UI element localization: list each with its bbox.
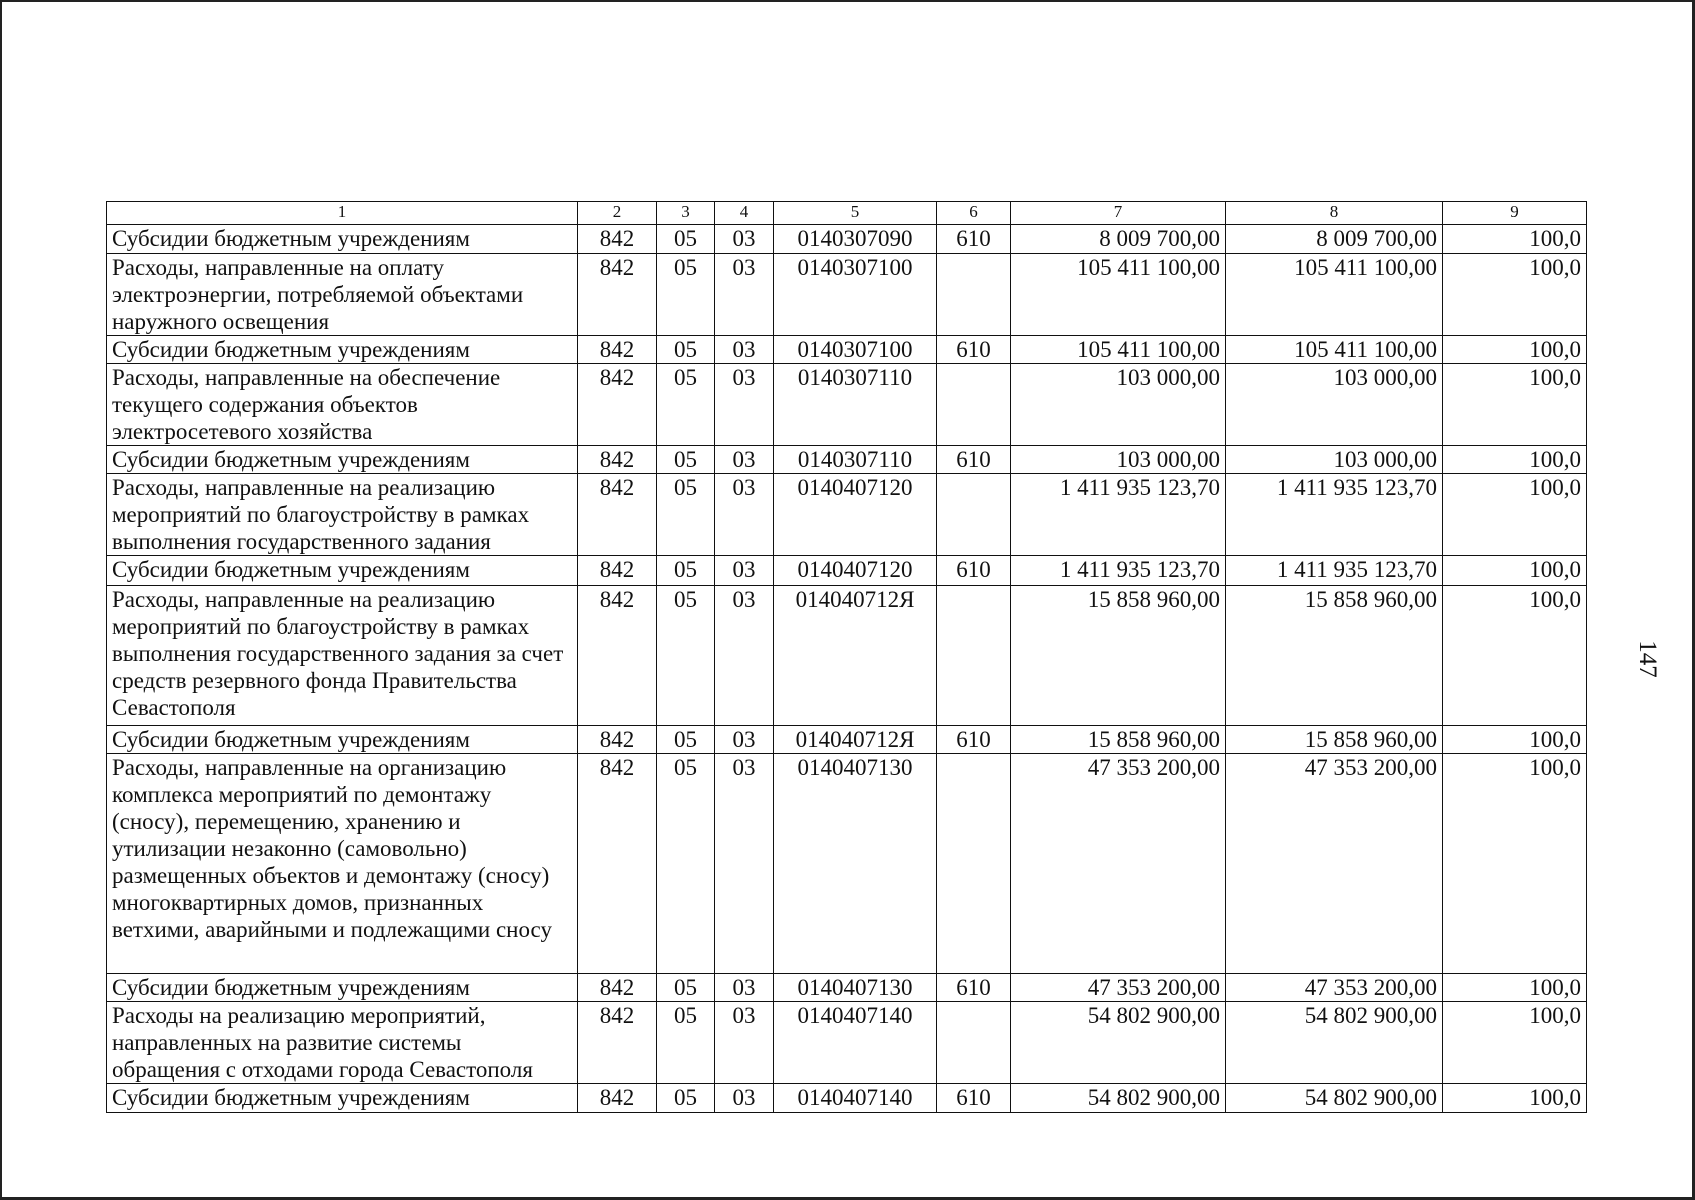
expense-type-code-cell: 610 [937, 974, 1011, 1002]
expense-type-code-cell [937, 364, 1011, 446]
expense-type-code-cell: 610 [937, 336, 1011, 364]
ministry-code-cell: 842 [578, 474, 657, 556]
planned-amount-cell: 54 802 900,00 [1011, 1084, 1226, 1113]
executed-amount-cell: 47 353 200,00 [1226, 974, 1443, 1002]
expense-description-cell: Расходы, направленные на обеспечение текущего содержания объектов электросетевого хозяйства [107, 364, 578, 446]
execution-percent-cell: 100,0 [1443, 446, 1587, 474]
expense-type-code-cell [937, 1002, 1011, 1084]
executed-amount-cell: 105 411 100,00 [1226, 336, 1443, 364]
expense-description-cell: Субсидии бюджетным учреждениям [107, 225, 578, 254]
header-cell: 8 [1226, 202, 1443, 225]
expense-type-code-cell: 610 [937, 1084, 1011, 1113]
page-number: 147 [1633, 640, 1661, 678]
expense-description-cell: Субсидии бюджетным учреждениям [107, 446, 578, 474]
expense-type-code-cell [937, 474, 1011, 556]
executed-amount-cell: 54 802 900,00 [1226, 1084, 1443, 1113]
table-row [107, 225, 1587, 254]
header-cell: 6 [937, 202, 1011, 225]
section-code-cell: 05 [657, 556, 715, 586]
subsection-code-cell: 03 [715, 586, 774, 726]
section-code-cell: 05 [657, 1002, 715, 1084]
execution-percent-cell: 100,0 [1443, 474, 1587, 556]
target-article-code-cell: 0140307110 [774, 364, 937, 446]
table-row [107, 586, 1587, 726]
execution-percent-cell: 100,0 [1443, 364, 1587, 446]
planned-amount-cell: 47 353 200,00 [1011, 754, 1226, 974]
table-row [107, 446, 1587, 474]
target-article-code-cell: 0140307100 [774, 254, 937, 336]
execution-percent-cell: 100,0 [1443, 225, 1587, 254]
expense-type-code-cell: 610 [937, 556, 1011, 586]
table-row [107, 754, 1587, 974]
table-header-row [107, 202, 1587, 225]
table-row [107, 336, 1587, 364]
expense-description-cell: Расходы, направленные на оплату электроэнергии, потребляемой объектами наружного освещения [107, 254, 578, 336]
target-article-code-cell: 0140407120 [774, 556, 937, 586]
section-code-cell: 05 [657, 254, 715, 336]
section-code-cell: 05 [657, 1084, 715, 1113]
section-code-cell: 05 [657, 586, 715, 726]
executed-amount-cell: 103 000,00 [1226, 364, 1443, 446]
target-article-code-cell: 0140407140 [774, 1084, 937, 1113]
executed-amount-cell: 1 411 935 123,70 [1226, 474, 1443, 556]
table-row [107, 254, 1587, 336]
subsection-code-cell: 03 [715, 1084, 774, 1113]
ministry-code-cell: 842 [578, 974, 657, 1002]
header-cell: 4 [715, 202, 774, 225]
execution-percent-cell: 100,0 [1443, 336, 1587, 364]
executed-amount-cell: 54 802 900,00 [1226, 1002, 1443, 1084]
planned-amount-cell: 103 000,00 [1011, 364, 1226, 446]
execution-percent-cell: 100,0 [1443, 754, 1587, 974]
target-article-code-cell: 0140307100 [774, 336, 937, 364]
execution-percent-cell: 100,0 [1443, 556, 1587, 586]
expense-description-cell: Расходы, направленные на реализацию мероприятий по благоустройству в рамках выполнения государственного задания [107, 474, 578, 556]
expense-description-cell: Расходы на реализацию мероприятий, направленных на развитие системы обращения с отходами города Севастополя [107, 1002, 578, 1084]
ministry-code-cell: 842 [578, 754, 657, 974]
subsection-code-cell: 03 [715, 1002, 774, 1084]
table-row [107, 1002, 1587, 1084]
execution-percent-cell: 100,0 [1443, 586, 1587, 726]
target-article-code-cell: 0140407120 [774, 474, 937, 556]
planned-amount-cell: 15 858 960,00 [1011, 586, 1226, 726]
header-cell: 1 [107, 202, 578, 225]
planned-amount-cell: 15 858 960,00 [1011, 726, 1226, 754]
header-cell: 3 [657, 202, 715, 225]
expense-type-code-cell: 610 [937, 726, 1011, 754]
expense-description-cell: Субсидии бюджетным учреждениям [107, 556, 578, 586]
execution-percent-cell: 100,0 [1443, 974, 1587, 1002]
section-code-cell: 05 [657, 754, 715, 974]
target-article-code-cell: 014040712Я [774, 726, 937, 754]
subsection-code-cell: 03 [715, 726, 774, 754]
target-article-code-cell: 0140307110 [774, 446, 937, 474]
ministry-code-cell: 842 [578, 726, 657, 754]
target-article-code-cell: 0140307090 [774, 225, 937, 254]
ministry-code-cell: 842 [578, 364, 657, 446]
execution-percent-cell: 100,0 [1443, 1002, 1587, 1084]
subsection-code-cell: 03 [715, 446, 774, 474]
planned-amount-cell: 1 411 935 123,70 [1011, 474, 1226, 556]
header-cell: 5 [774, 202, 937, 225]
section-code-cell: 05 [657, 446, 715, 474]
expense-type-code-cell [937, 254, 1011, 336]
subsection-code-cell: 03 [715, 364, 774, 446]
subsection-code-cell: 03 [715, 225, 774, 254]
expense-description-cell: Субсидии бюджетным учреждениям [107, 336, 578, 364]
table-row [107, 974, 1587, 1002]
table-row [107, 726, 1587, 754]
subsection-code-cell: 03 [715, 556, 774, 586]
planned-amount-cell: 103 000,00 [1011, 446, 1226, 474]
planned-amount-cell: 47 353 200,00 [1011, 974, 1226, 1002]
expense-description-cell: Субсидии бюджетным учреждениям [107, 1084, 578, 1113]
executed-amount-cell: 1 411 935 123,70 [1226, 556, 1443, 586]
executed-amount-cell: 103 000,00 [1226, 446, 1443, 474]
executed-amount-cell: 8 009 700,00 [1226, 225, 1443, 254]
ministry-code-cell: 842 [578, 225, 657, 254]
header-cell: 9 [1443, 202, 1587, 225]
ministry-code-cell: 842 [578, 586, 657, 726]
expense-description-cell: Субсидии бюджетным учреждениям [107, 726, 578, 754]
expense-type-code-cell [937, 754, 1011, 974]
header-cell: 7 [1011, 202, 1226, 225]
subsection-code-cell: 03 [715, 474, 774, 556]
expense-description-cell: Расходы, направленные на организацию комплекса мероприятий по демонтажу (сносу), перемещению, хранению и утилизации незаконно (самовольно) размещенных объектов и демонтажу (сносу) многоквартирных домов, признанных ветхими, аварийными и подлежащими сносу [107, 754, 578, 974]
target-article-code-cell: 0140407140 [774, 1002, 937, 1084]
subsection-code-cell: 03 [715, 974, 774, 1002]
ministry-code-cell: 842 [578, 254, 657, 336]
execution-percent-cell: 100,0 [1443, 254, 1587, 336]
section-code-cell: 05 [657, 474, 715, 556]
table-row [107, 474, 1587, 556]
target-article-code-cell: 0140407130 [774, 754, 937, 974]
section-code-cell: 05 [657, 225, 715, 254]
subsection-code-cell: 03 [715, 336, 774, 364]
table-row [107, 1084, 1587, 1113]
section-code-cell: 05 [657, 974, 715, 1002]
ministry-code-cell: 842 [578, 1002, 657, 1084]
planned-amount-cell: 105 411 100,00 [1011, 336, 1226, 364]
expense-type-code-cell [937, 586, 1011, 726]
target-article-code-cell: 014040712Я [774, 586, 937, 726]
section-code-cell: 05 [657, 726, 715, 754]
section-code-cell: 05 [657, 336, 715, 364]
budget-table [106, 201, 1587, 1113]
expense-description-cell: Расходы, направленные на реализацию мероприятий по благоустройству в рамках выполнения государственного задания за счет средств резервного фонда Правительства Севастополя [107, 586, 578, 726]
expense-type-code-cell: 610 [937, 446, 1011, 474]
table-row [107, 556, 1587, 586]
planned-amount-cell: 8 009 700,00 [1011, 225, 1226, 254]
table-body [107, 202, 1587, 1113]
subsection-code-cell: 03 [715, 254, 774, 336]
header-cell: 2 [578, 202, 657, 225]
executed-amount-cell: 15 858 960,00 [1226, 726, 1443, 754]
planned-amount-cell: 105 411 100,00 [1011, 254, 1226, 336]
ministry-code-cell: 842 [578, 1084, 657, 1113]
section-code-cell: 05 [657, 364, 715, 446]
expense-type-code-cell: 610 [937, 225, 1011, 254]
execution-percent-cell: 100,0 [1443, 1084, 1587, 1113]
planned-amount-cell: 54 802 900,00 [1011, 1002, 1226, 1084]
target-article-code-cell: 0140407130 [774, 974, 937, 1002]
executed-amount-cell: 105 411 100,00 [1226, 254, 1443, 336]
executed-amount-cell: 47 353 200,00 [1226, 754, 1443, 974]
planned-amount-cell: 1 411 935 123,70 [1011, 556, 1226, 586]
ministry-code-cell: 842 [578, 446, 657, 474]
execution-percent-cell: 100,0 [1443, 726, 1587, 754]
executed-amount-cell: 15 858 960,00 [1226, 586, 1443, 726]
table-row [107, 364, 1587, 446]
expense-description-cell: Субсидии бюджетным учреждениям [107, 974, 578, 1002]
subsection-code-cell: 03 [715, 754, 774, 974]
ministry-code-cell: 842 [578, 336, 657, 364]
ministry-code-cell: 842 [578, 556, 657, 586]
